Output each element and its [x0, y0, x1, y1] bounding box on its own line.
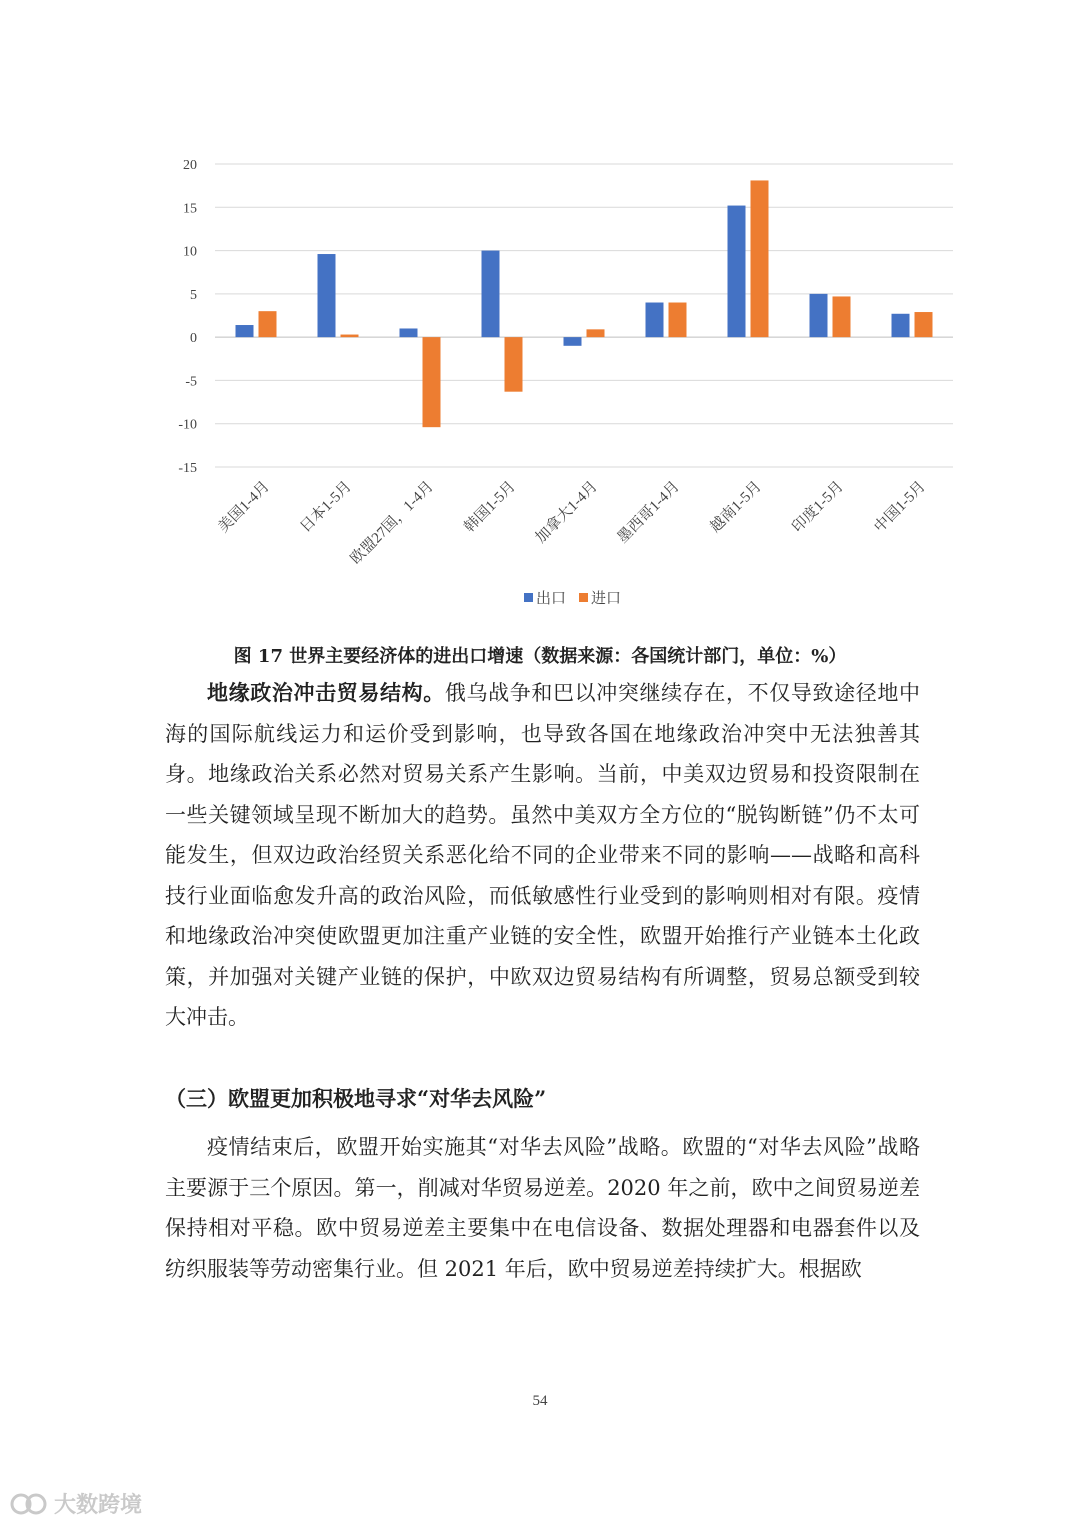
y-tick-label: 5 [190, 287, 197, 303]
section-heading: （三）欧盟更加积极地寻求“对华去风险” [165, 1086, 547, 1111]
y-tick-label: 10 [183, 244, 197, 260]
bar-import [833, 296, 851, 337]
bar-export [564, 337, 582, 346]
paragraph-lead: 地缘政治冲击贸易结构。 [207, 680, 445, 705]
bar-import [341, 335, 359, 338]
bar-import [751, 180, 769, 337]
bar-import [587, 329, 605, 337]
legend-label: 进口 [591, 591, 622, 607]
x-tick-label: 墨西哥1-4月 [614, 478, 683, 547]
x-tick-label: 印度1-5月 [789, 478, 847, 536]
x-tick-label: 中国1-5月 [871, 478, 929, 536]
bar-import [915, 312, 933, 337]
figure-caption: 图 17 世界主要经济体的进出口增速（数据来源：各国统计部门，单位：%） [233, 646, 847, 667]
bar-export [482, 251, 500, 338]
page-number: 54 [532, 1393, 548, 1409]
x-tick-label: 欧盟27国，1-4月 [347, 478, 437, 568]
legend [524, 590, 621, 607]
y-tick-label: 0 [190, 331, 197, 347]
paragraph-geopolitics [165, 673, 920, 1038]
bar-import [423, 337, 441, 427]
bar-import [259, 311, 277, 337]
bar-export [728, 206, 746, 338]
paragraph-derisking: 疫情结束后，欧盟开始实施其“对华去风险”战略。欧盟的“对华去风险”战略主要源于三个原因。第一，削减对华贸易逆差。2020 年之前，欧中之间贸易逆差保持相对平稳。欧中贸易逆差主要集中在电信设备、数据处理器和电器套件以及纺织服装等劳动密集行业。但 2021 年后，欧中贸易逆差持续扩大。根据欧 [165, 1135, 920, 1281]
watermark [10, 1488, 142, 1519]
bar-export [810, 294, 828, 337]
y-tick-label: -10 [178, 417, 197, 433]
watermark-text: 大数跨境 [54, 1493, 143, 1518]
bars [236, 180, 933, 427]
x-tick-label: 加拿大1-4月 [532, 478, 601, 547]
x-tick-label: 越南1-5月 [707, 478, 765, 536]
x-tick-label: 美国1-4月 [215, 478, 273, 536]
bar-import [505, 337, 523, 392]
legend-label: 出口 [536, 591, 567, 607]
legend-swatch [524, 593, 533, 602]
bar-export [318, 254, 336, 337]
legend-swatch [579, 593, 588, 602]
bar-import [669, 303, 687, 338]
trade-growth-chart [150, 140, 970, 630]
bar-export [236, 325, 254, 337]
x-axis-ticks [215, 477, 929, 568]
y-tick-label: 20 [183, 158, 197, 173]
y-tick-label: 15 [183, 201, 197, 217]
y-tick-label: -5 [185, 374, 197, 390]
watermark-logo-icon [10, 1491, 50, 1517]
paragraph-body: 俄乌战争和巴以冲突继续存在，不仅导致途径地中海的国际航线运力和运价受到影响，也导致各国在地缘政治冲突中无法独善其身。地缘政治关系必然对贸易关系产生影响。当前，中美双边贸易和投资限制在一些关键领域呈现不断加大的趋势。虽然中美双方全方位的“脱钩断链”仍不太可能发生，但双边政治经贸关系恶化给不同的企业带来不同的影响——战略和高科技行业面临愈发升高的政治风险，而低敏感性行业受到的影响则相对有限。疫情和地缘政治冲突使欧盟更加注重产业链的安全性，欧盟开始推行产业链本土化政策，并加强对关键产业链的保护，中欧双边贸易结构有所调整，贸易总额受到较大冲击。 [165, 681, 920, 1029]
bar-export [892, 314, 910, 337]
bar-export [646, 303, 664, 338]
x-tick-label: 韩国1-5月 [461, 478, 519, 536]
bar-export [400, 328, 418, 337]
y-axis-ticks [178, 158, 197, 476]
y-tick-label: -15 [178, 461, 197, 476]
x-tick-label: 日本1-5月 [297, 478, 355, 536]
